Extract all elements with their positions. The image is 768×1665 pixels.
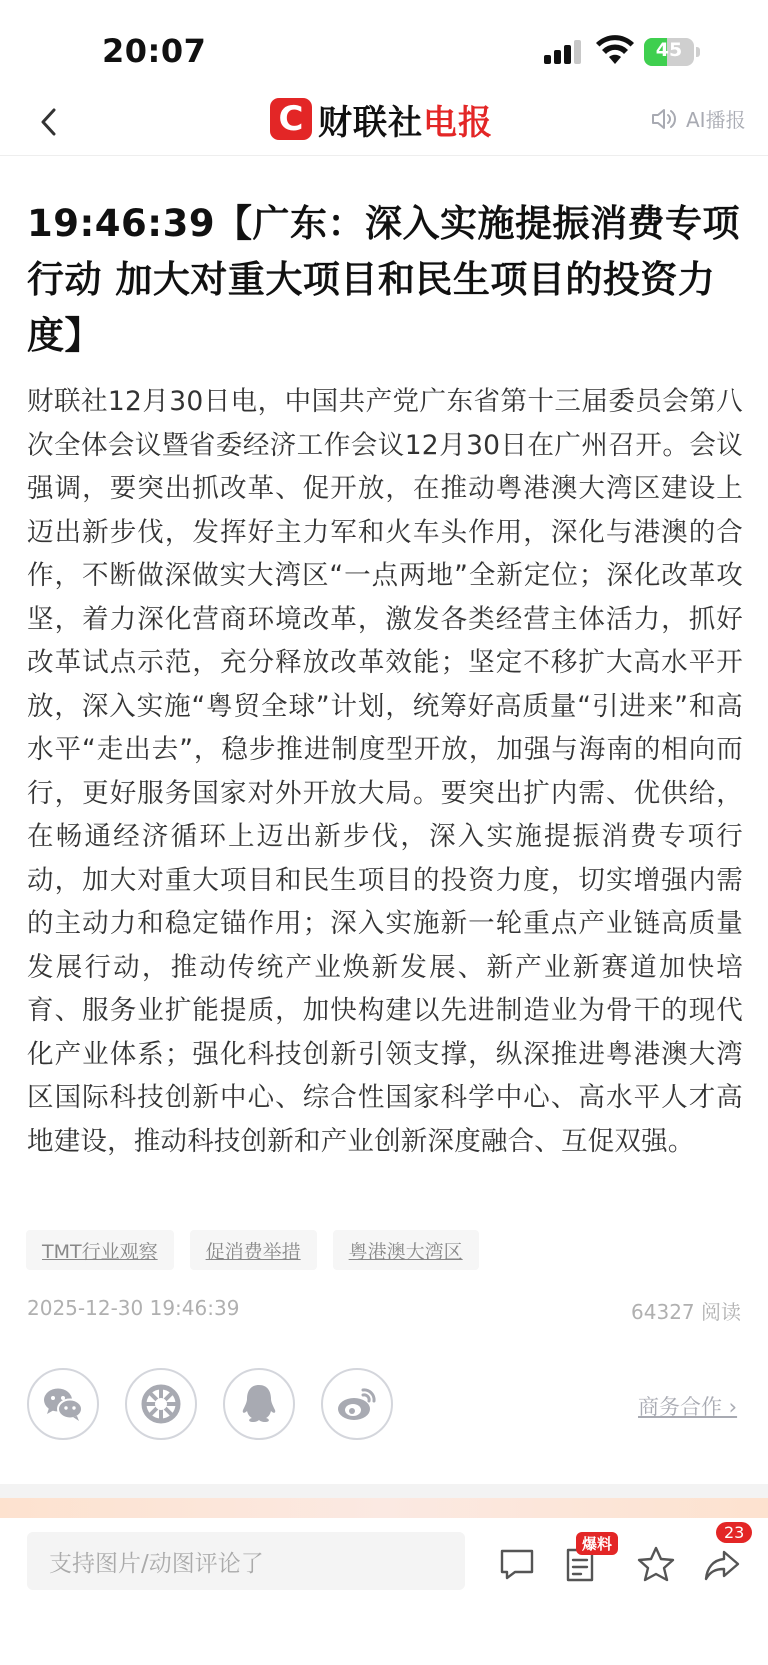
publish-datetime: 2025-12-30 19:46:39 bbox=[27, 1296, 240, 1320]
comment-input[interactable]: 支持图片/动图评论了 bbox=[27, 1532, 465, 1590]
bottom-action-bar bbox=[0, 1518, 768, 1665]
wechat-icon bbox=[41, 1384, 85, 1424]
read-count: 64327 阅读 bbox=[631, 1300, 741, 1324]
article-title: 19:46:39【广东：深入实施提振消费专项行动 加大对重大项目和民生项目的投资力度】 bbox=[27, 202, 741, 357]
ai-broadcast-button[interactable] bbox=[650, 104, 746, 133]
cellular-signal-icon bbox=[544, 40, 584, 64]
share-wechat-button[interactable] bbox=[27, 1368, 99, 1440]
ai-broadcast-label: AI播报 bbox=[686, 108, 746, 132]
battery-icon bbox=[644, 38, 700, 66]
tag-list bbox=[26, 1230, 479, 1270]
share-moments-button[interactable] bbox=[125, 1368, 197, 1440]
share-count-badge: 23 bbox=[716, 1522, 752, 1543]
share-weibo-button[interactable] bbox=[321, 1368, 393, 1440]
tag-item[interactable]: 促消费举措 bbox=[190, 1230, 317, 1270]
article-body: 财联社12月30日电，中国共产党广东省第十三届委员会第八次全体会议暨省委经济工作会议12月30日在广州召开。会议强调，要突出抓改革、促开放，在推动粤港澳大湾区建设上迈出新步伐，发挥好主力军和火车头作用，深化与港澳的合作，不断做深做实大湾区“一点两地”全新定位；深化改革攻坚，着力深化营商环境改革，激发各类经营主体活力，抓好改革试点示范，充分释放改革效能；坚定不移扩大高水平开放，深入实施“粤贸全球”计划，统筹好高质量“引进来”和高水平“走出去”，稳步推进制度型开放，加强与海南的相向而行，更好服务国家对外开放大局。要突出扩内需、优供给，在畅通经济循环上迈出新步伐，深入实施提振消费专项行动，加大对重大项目和民生项目的投资力度，切实增强内需的主动力和稳定锚作用；深入实施新一轮重点产业链高质量发展行动，推动传统产业焕新发展、新产业新赛道加快培育、服务业扩能提质，加快构建以先进制造业为骨干的现代化产业体系；强化科技创新引领支撑，纵深推进粤港澳大湾区国际科技创新中心、综合性国家科学中心、高水平人才高地建设，推动科技创新和产业创新深度融合、互促双强。 bbox=[27, 386, 743, 1157]
logo-text-accent: 电报 bbox=[423, 102, 493, 143]
star-favorite-icon[interactable] bbox=[636, 1544, 676, 1584]
report-badge: 爆料 bbox=[576, 1532, 618, 1555]
back-arrow-icon[interactable] bbox=[30, 100, 70, 144]
tag-item[interactable]: TMT行业观察 bbox=[26, 1230, 174, 1270]
tag-item[interactable]: 粤港澳大湾区 bbox=[333, 1230, 479, 1270]
nav-header bbox=[0, 90, 768, 156]
wifi-icon bbox=[596, 34, 634, 66]
share-qq-button[interactable] bbox=[223, 1368, 295, 1440]
status-bar bbox=[0, 0, 768, 90]
moments-icon bbox=[139, 1382, 183, 1426]
comment-icon[interactable] bbox=[497, 1544, 537, 1584]
status-time: 20:07 bbox=[102, 32, 207, 70]
business-cooperation-link[interactable]: 商务合作 › bbox=[638, 1395, 738, 1419]
article-meta bbox=[27, 1296, 741, 1325]
battery-percent: 45 bbox=[655, 39, 683, 61]
qq-icon bbox=[239, 1382, 279, 1426]
app-logo bbox=[270, 94, 493, 144]
speaker-icon bbox=[650, 107, 678, 131]
weibo-icon bbox=[335, 1384, 379, 1424]
share-row bbox=[27, 1368, 393, 1440]
logo-mark: C bbox=[270, 98, 312, 140]
decorative-gradient-band bbox=[0, 1498, 768, 1518]
logo-text-main: 财联社 bbox=[318, 102, 423, 143]
share-arrow-icon[interactable] bbox=[702, 1544, 742, 1584]
